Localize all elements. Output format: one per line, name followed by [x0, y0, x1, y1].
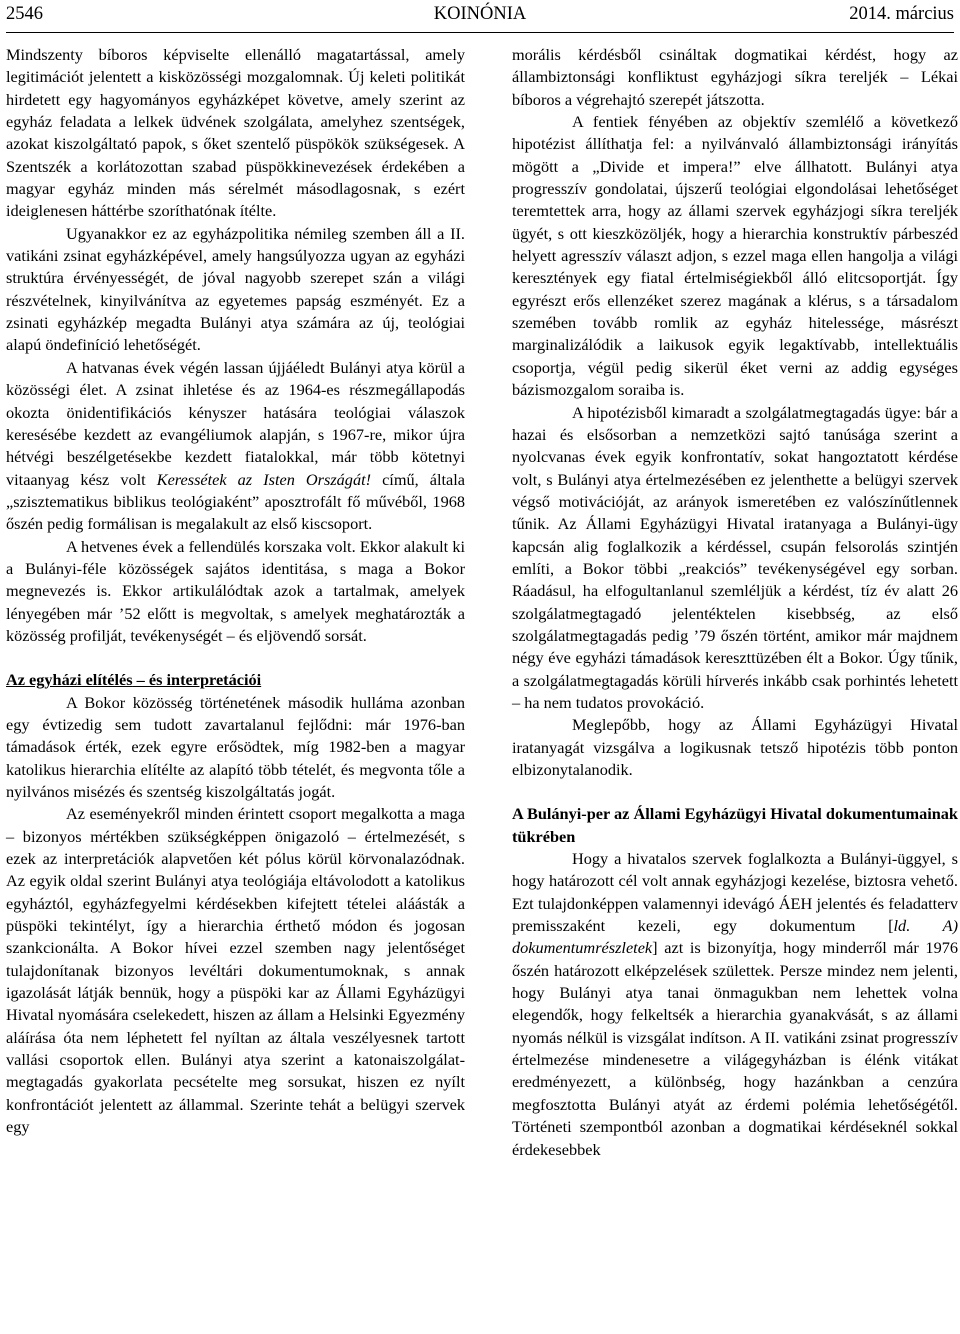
header-rule [6, 32, 954, 33]
paragraph: Meglepőbb, hogy az Állami Egyházügyi Hivatal iratanyagát vizsgálva a logikusnak tetsző hipotézis több ponton elbizonytalanodik. [512, 715, 958, 779]
paragraph: A hetvenes évek a fellendülés korszaka volt. Ekkor alakult ki a Bulányi-féle közösségek sajátos identitása, s maga a Bokor megnevezés is. Ekkor artikulálódtak azok a tartalmak, amelyek lényegében már ’52 előtt is megvoltak, s amelyek meghatározták a közösség profilját, tevékenységét – és eljövendő sorsát. [6, 536, 465, 645]
paragraph: Mindszenty bíboros képviselte ellenálló magatartással, amely legitimációt jelentett a kisközösségi mozgalomnak. Új keleti politikát hirdetett egy hagyományos egyházképet követve, amely szerint az egyház feladata a lelkek üdvének szolgálata, amelyhez szentségek, azokat kiszolgáltató papok, s őket szentelő püspökök szükségesek. A Szentszék a korlátozottan szabad püspökkinevezések érdekében a magyar egyház minden más sérelmét másodlagosnak, s ezért ideiglenesen háttérbe szoríthatónak ítélte. [6, 45, 465, 221]
book-title: Keressétek az Isten Országát! [156, 469, 372, 489]
paragraph: morális kérdésből csináltak dogmatikai kérdést, hogy az állambiztonsági konfliktust egyházjogi síkra tereljék – Lékai bíboros a végrehajtó szerepét játszotta. [512, 45, 958, 109]
right-column [512, 44, 958, 1161]
paragraph: Ugyanakkor ez az egyházpolitika némileg szemben áll a II. vatikáni zsinat egyházképével, amely hangsúlyozza ugyan az egyházi struktúra érvényességét, de jóval nagyobb szerepet szán a világi részvételnek, kinyilvánítva az egyetemes papság eszményét. Ez a zsinati egyházkép megadta Bulányi atya számára az új, teológiai alapú öndefiníció lehetőségét. [6, 223, 465, 355]
journal-title: KOINÓNIA [433, 4, 527, 24]
paragraph: Az eseményekről minden érintett csoport megalkotta a maga – bizonyos mértékben szükségképpen önigazoló – értelmezését, s ezek az interpretációk alapvetően két pólus körül körvonalazódnak. Az egyik oldal szerint Bulányi atya teológiája eltávolodott a katolikus egyháztól, egyházfegyelmi kérdésekben kifejtett tételei aláásták a püspöki tekintélyt, így a hierarchia érthető módon és jogosan szankcionálta. A Bokor hívei ezzel szemben nagy jelentőséget tulajdonítanak bizonyos levéltári dokumentumoknak, s annak igazolását látják bennük, hogy a püspöki kar az Állami Egyházügyi Hivatal nyomására cselekedett, hiszen az állam a Helsinki Egyezmény aláírása óta nem léphetett fel nyíltan az általa veszélyesnek tartott vallási csoportok ellen. Bulányi atya szerint a katonaiszolgálat-megtagadás gyakorlata pecsételte meg sorsukat, hiszen ez nyílt konfrontációt jelentett az állammal. Szerinte tehát a belügyi szervek egy [6, 804, 465, 1137]
paragraph: A fentiek fényében az objektív szemlélő a következő hipotézist állíthatja fel: a nyilvánvaló állambiztonsági irányítás mögött a „Divide et impera!” elve állhatott. Bulányi atya progresszív gondolatai, újszerű teológiai elgondolásai lehetőséget teremtettek arra, hogy az állami szervek egyházjogi síkra tereljék ügyét, s ott kieszközöljék, hogy a hierarchia konstruktív párbeszéd helyett agresszív választ adjon, s ezzel maga ellen hangolja a világi keresztények egy fiatal értelmiségiekből álló elitcsoportját. Így egyrészt erős ellenzéket szerez magának a klérus, s a társadalom szemében tovább romlik az egyház hitelessége, másrészt marginalizálódik a laikusok egyik legaktívabb, intellektuális csoportja, végül pedig sikerül éket verni az addig egységes bázismozgalom soraiba is. [512, 112, 958, 400]
section-heading: Az egyházi elítélés – és interpretációi [6, 670, 262, 690]
section-heading: A Bulányi-per az Állami Egyházügyi Hivatal dokumentumainak tükrében [512, 804, 958, 846]
page-header [6, 2, 954, 26]
paragraph: A Bokor közösség történetének második hulláma azonban egy évtizedig sem tudott zavartalanul fejlődni: már 1976-ban támadások érték, ezek egyre erősödtek, míg 1982-ben a magyar katolikus hierarchia elítélte az alapító több tételét, és megvonta tőle a nyilvános misézés és szentség kiszolgáltatás jogát. [6, 692, 465, 801]
page-number: 2546 [6, 4, 43, 24]
paragraph: Hogy a hivatalos szervek foglalkozta a Bulányi-üggyel, s hogy határozott cél volt annak egyházjogi kezelése, biztosra vehető. Ezt tulajdonképpen valamennyi idevágó ÁEH jelentés és feladatterv premisszaként kezeli, egy dokumentum [ld. A) dokumentumrészletek] azt is bizonyítja, hogy minderről már 1976 őszén határozott elképzelések születtek. Persze mindez nem jelenti, hogy Bulányi atya tanai önmagukban nem lehettek volna elegendők, hogy felkeltsék a hierarchia gyanakvását, s az állami nyomás nélkül is vizsgálat indítson. A II. vatikáni zsinat progresszív értelmezése mindenesetre a világegyházban is élénk vitákat eredményezett, a különbség, hogy hazánkban a cenzúra megfosztotta Bulányi atyát az érdemi polémia lehetőségétől. Történeti szempontból azonban a dogmatikai kérdéseknél sokkal érdekesebbek [512, 849, 958, 1159]
paragraph: A hatvanas évek végén lassan újjáéledt Bulányi atya körül a közösségi élet. A zsinat ihletése és az 1964-es részmegállapodás okozta önidentifikációs kényszer hatására teológiai válaszok keresésébe kezdett az evangéliumok alapján, s 1967-re, mikor újra hétvégi beszélgetésekbe kezdett fiatalokkal, már több kötetnyi vitaanyag kész volt Keressétek az Isten Országát! című, általa „szisztematikus biblikus teológiaként” aposztrofált fő művéből, 1968 őszén pedig formálisan is megalakult az első kiscsoport. [6, 357, 466, 534]
left-column [6, 44, 465, 1139]
reference: ld. A) dokumentumrészletek [512, 916, 958, 958]
paragraph: A hipotézisből kimaradt a szolgálatmegtagadás ügye: bár a hazai és elsősorban a nemzetközi sajtó tanúsága szerint a nyolcvanas évek egyik konfrontatív, sokat hangoztatott kérdése volt, s Bulányi atya értelmezésében ez jelenthette a belügyi szervek végső motivációját, az arányok ismeretében ez valószínűtlennek tűnik. Az Állami Egyházügyi Hivatal iratanyaga a Bulányi-ügy kapcsán alig foglalkozik a kérdéssel, csupán felsorolás szintjén említi, a Bokor többi „reakciós” tevékenységével egy sorban. Ráadásul, ha elfogultanlanul szemléljük a kérdést, tíz év alatt 26 szolgálatmegtagadó jelentéktelen kisebbség, az első szolgálatmegtagadás pedig ’79 őszén történt, amikor már majdnem négy éve egyházi támadások kereszttüzében élt a Bokor. Úgy tűnik, a szolgálatmegtagadás körüli hírverés inkább csak porhintés lehetett – ha nem tudatos provokáció. [512, 402, 958, 712]
issue-date: 2014. március [849, 4, 954, 24]
